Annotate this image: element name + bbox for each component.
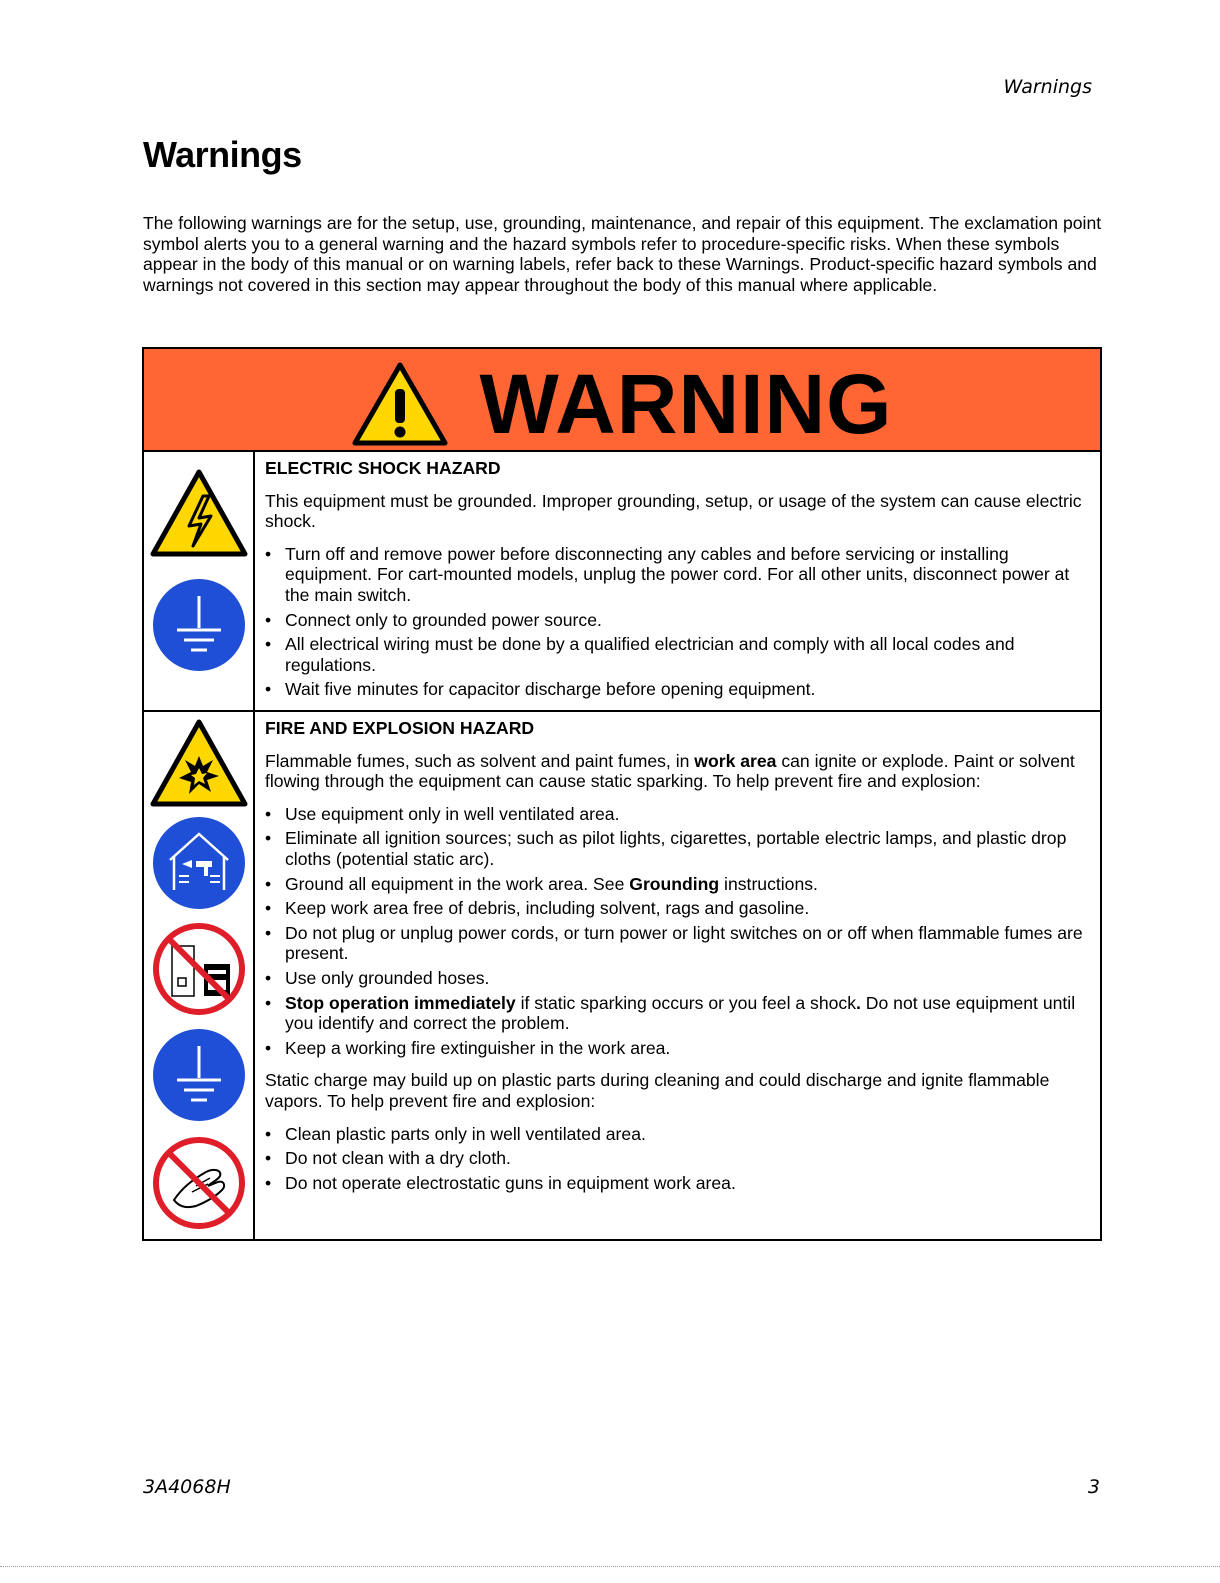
ventilation-icon [152,816,246,910]
stop-operation-term: Stop operation immediately [285,992,516,1013]
static-charge-intro: Static charge may build up on plastic parts during cleaning and could discharge and ignite flammable vapors. To help prevent fire and explosion: [265,1070,1050,1111]
list-item: • Do not clean with a dry cloth. [265,1148,1092,1169]
fire-explosion-row [144,712,1100,1239]
fire-intro-text-b: can ignite or explode. Paint or solvent flowing through the equipment can cause static sparking. To help prevent fire and explosion: [265,750,1075,792]
fire-hazard-list [265,804,1092,1059]
no-switching-icon [152,922,246,1016]
warning-table [142,347,1102,1241]
stop-period: . [856,992,861,1013]
electric-hazard-intro: This equipment must be grounded. Improper grounding, setup, or usage of the system can cause electric shock. [265,490,1082,532]
list-item: • Connect only to grounded power source. [265,610,1092,631]
page-title: Warnings [143,134,302,175]
fire-hazard-intro [265,751,1092,792]
ground-icon [152,578,246,672]
list-item: • Do not plug or unplug power cords, or turn power or light switches on or off when flammable fumes are present. [265,923,1092,964]
fire-intro-text-a: Flammable fumes, such as solvent and paint fumes, in [265,750,695,771]
list-item: • Clean plastic parts only in well ventilated area. [265,1124,1092,1145]
electric-shock-row [144,452,1100,712]
fire-text-column [255,712,1100,1239]
list-item: • Keep a working fire extinguisher in the work area. [265,1038,1092,1059]
general-warning-icon [352,362,448,446]
fire-hazard-title: FIRE AND EXPLOSION HAZARD [265,718,535,738]
electric-hazard-list [265,544,1092,700]
explosion-warning-icon [149,718,249,808]
stop-text-b: Do not use equipment until you identify and correct the problem. [285,992,1076,1034]
ground-text-b: instructions. [719,873,818,894]
fire-icons-column [144,712,255,1239]
list-item: • Wait five minutes for capacitor discharge before opening equipment. [265,679,1092,700]
ground-icon [152,1028,246,1122]
page-number: 3 [1087,1476,1100,1498]
list-item: • All electrical wiring must be done by a qualified electrician and comply with all local codes and regulations. [265,634,1092,675]
ground-text-a: Ground all equipment in the work area. See [285,873,630,894]
list-item: • Use equipment only in well ventilated area. [265,804,1092,825]
stop-text-a: if static sparking occurs or you feel a shock [515,992,857,1013]
warning-banner [144,349,1100,452]
list-item: • Use only grounded hoses. [265,968,1092,989]
list-item: • Do not operate electrostatic guns in equipment work area. [265,1173,1092,1194]
list-item: • Keep work area free of debris, including solvent, rags and gasoline. [265,898,1092,919]
intro-paragraph: The following warnings are for the setup, use, grounding, maintenance, and repair of this equipment. The exclamation point symbol alerts you to a general warning and the hazard symbols refer to procedure-specific risks. When these symbols appear in the body of this manual or on warning labels, refer back to these Warnings. Product-specific hazard symbols and warnings not covered in this section may appear throughout the body of this manual where applicable. [143,213,1102,295]
work-area-term: work area [694,750,777,771]
list-item [265,993,1092,1034]
list-item: • Turn off and remove power before disconnecting any cables and before servicing or installing equipment. For cart-mounted models, unplug the power cord. For all other units, disconnect power at the main switch. [265,544,1092,606]
electric-icons-column [144,452,255,710]
electric-hazard-title: ELECTRIC SHOCK HAZARD [265,458,501,478]
electric-shock-warning-icon [149,468,249,558]
static-charge-list [265,1124,1092,1194]
list-item [265,874,1092,895]
no-dry-cloth-icon [152,1136,246,1230]
running-header-title: Warnings [1003,76,1092,98]
warning-banner-label: WARNING [479,356,893,451]
electric-text-column [255,452,1100,710]
list-item: • Eliminate all ignition sources; such as pilot lights, cigarettes, portable electric lamps, and plastic drop cloths (potential static arc). [265,828,1092,869]
document-number: 3A4068H [143,1476,231,1498]
bottom-divider [0,1566,1220,1567]
grounding-reference: Grounding [629,873,720,894]
